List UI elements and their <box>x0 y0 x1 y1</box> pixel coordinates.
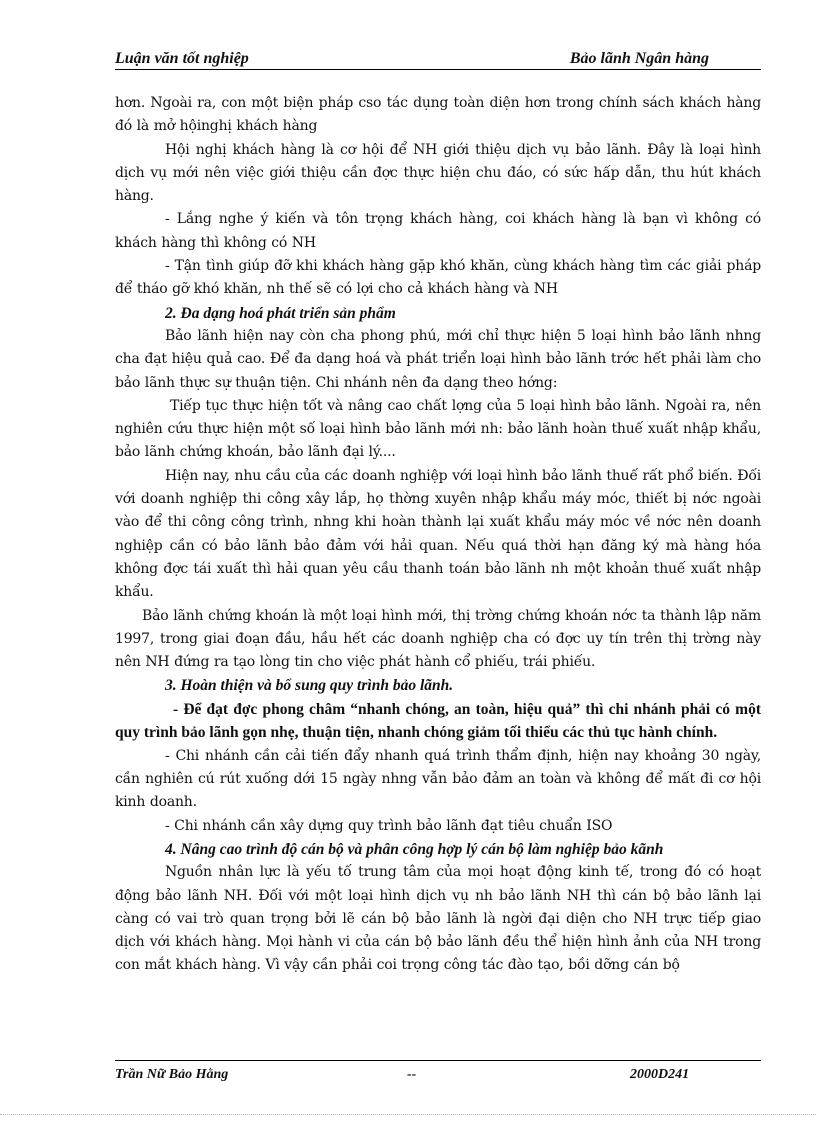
page-bottom-divider <box>0 1114 816 1115</box>
paragraph-9: - Để đạt đợc phong châm “nhanh chóng, an toàn, hiệu quả” thì chi nhánh phải có một quy trình bảo lãnh gọn nhẹ, thuận tiện, nhanh chóng giảm tối thiểu các thủ tục hành chính. <box>115 700 761 742</box>
page-footer <box>115 1060 761 1085</box>
paragraph-10: - Chi nhánh cần cải tiến đẩy nhanh quá trình thẩm định, hiện nay khoảng 30 ngày, cần nghiên cú rút xuống dới 15 ngày nhng vẫn bảo đảm an toàn và không để mất đi cơ hội kinh doanh. <box>115 747 761 811</box>
paragraph-1: hơn. Ngoài ra, con một biện pháp cso tác dụng toàn diện hơn trong chính sách khách hàng đó là mở hộinghị khách hàng <box>115 95 761 135</box>
section-heading-4: 4. Nâng cao trình độ cán bộ và phân công hợp lý cán bộ làm nghiệp bảo kãnh <box>165 840 664 858</box>
header-left-title: Luận văn tốt nghiệp <box>115 50 249 67</box>
footer-author: Trần Nữ Bảo Hằng <box>115 1067 229 1082</box>
page-header <box>115 49 761 70</box>
paragraph-5: Bảo lãnh hiện nay còn cha phong phú, mới chỉ thực hiện 5 loại hình bảo lãnh nhng cha đạt hiệu quả cao. Để đa dạng hoá và phát triển loại hình bảo lãnh trớc hết phải làm cho bảo lãnh thực sự thuận tiện. Chi nhánh nên đa dạng theo hớng: <box>115 327 761 391</box>
section-heading-2: 2. Đa dạng hoá phát triển sản phẩm <box>165 304 396 322</box>
footer-student-id: 2000D241 <box>630 1067 690 1082</box>
footer-page-marker: -- <box>407 1067 417 1082</box>
paragraph-2: Hội nghị khách hàng là cơ hội để NH giới thiệu dịch vụ bảo lãnh. Đây là loại hình dịch vụ mới nên việc giới thiệu cần đợc thực hiện chu đáo, có sức hấp dẫn, thu hút khách hàng. <box>115 141 761 205</box>
header-right-title: Bảo lãnh Ngân hàng <box>569 50 709 67</box>
paragraph-4: - Tận tình giúp đỡ khi khách hàng gặp khó khăn, cùng khách hàng tìm các giải pháp để tháo gỡ khó khăn, nh thế sẽ có lợi cho cả khách hàng và NH <box>115 258 761 298</box>
paragraph-8: Bảo lãnh chứng khoán là một loại hình mới, thị trờng chứng khoán nớc ta thành lập năm 1997, trong giai đoạn đầu, hầu hết các doanh nghiệp cha có đợc uy tín trên thị trờng này nên NH đứng ra tạo lòng tin cho việc phát hành cổ phiếu, trái phiếu. <box>115 607 761 671</box>
paragraph-11: - Chi nhánh cần xây dựng quy trình bảo lãnh đạt tiêu chuẩn ISO <box>165 817 613 834</box>
paragraph-6: Tiếp tục thực hiện tốt và nâng cao chất lợng của 5 loại hình bảo lãnh. Ngoài ra, nên nghiên cứu thực hiện một số loại hình bảo lãnh mới nh: bảo lãnh hoàn thuế xuất nhập khẩu, bảo lãnh chứng khoán, bảo lãnh đại lý.... <box>115 397 761 461</box>
paragraph-7: Hiện nay, nhu cầu của các doanh nghiệp với loại hình bảo lãnh thuế rất phổ biến. Đối với doanh nghiệp thi công xây lắp, họ thờng xuyên nhập khẩu máy móc, thiết bị nớc ngoài vào để thi công công trình, nhng khi hoàn thành lại xuất khẩu máy móc về nớc nên doanh nghiệp cần có bảo lãnh bảo đảm với hải quan. Nếu quá thời hạn đăng ký mà hàng hóa không đợc tái xuất thì hải quan yêu cầu thanh toán bảo lãnh nh một khoản thuế xuất nhập khẩu. <box>115 467 761 601</box>
section-heading-3: 3. Hoàn thiện và bổ sung quy trình bảo lãnh. <box>165 677 454 695</box>
paragraph-3: - Lắng nghe ý kiến và tôn trọng khách hàng, coi khách hàng là bạn vì không có khách hàng thì không có NH <box>115 211 761 251</box>
paragraph-12: Nguồn nhân lực là yếu tố trung tâm của mọi hoạt động kinh tế, trong đó có hoạt động bảo lãnh NH. Đối với một loại hình dịch vụ nh bảo lãnh NH thì cán bộ bảo lãnh lại càng có vai trò quan trọng bởi lẽ cán bộ bảo lãnh là ngời đại diện cho NH trực tiếp giao dịch với khách hàng. Mọi hành vi của cán bộ bảo lãnh đều thể hiện hình ảnh của NH trong con mắt khách hàng. Vì vậy cần phải coi trọng công tác đào tạo, bồi dỡng cán bộ <box>115 864 761 974</box>
document-body <box>115 92 761 978</box>
